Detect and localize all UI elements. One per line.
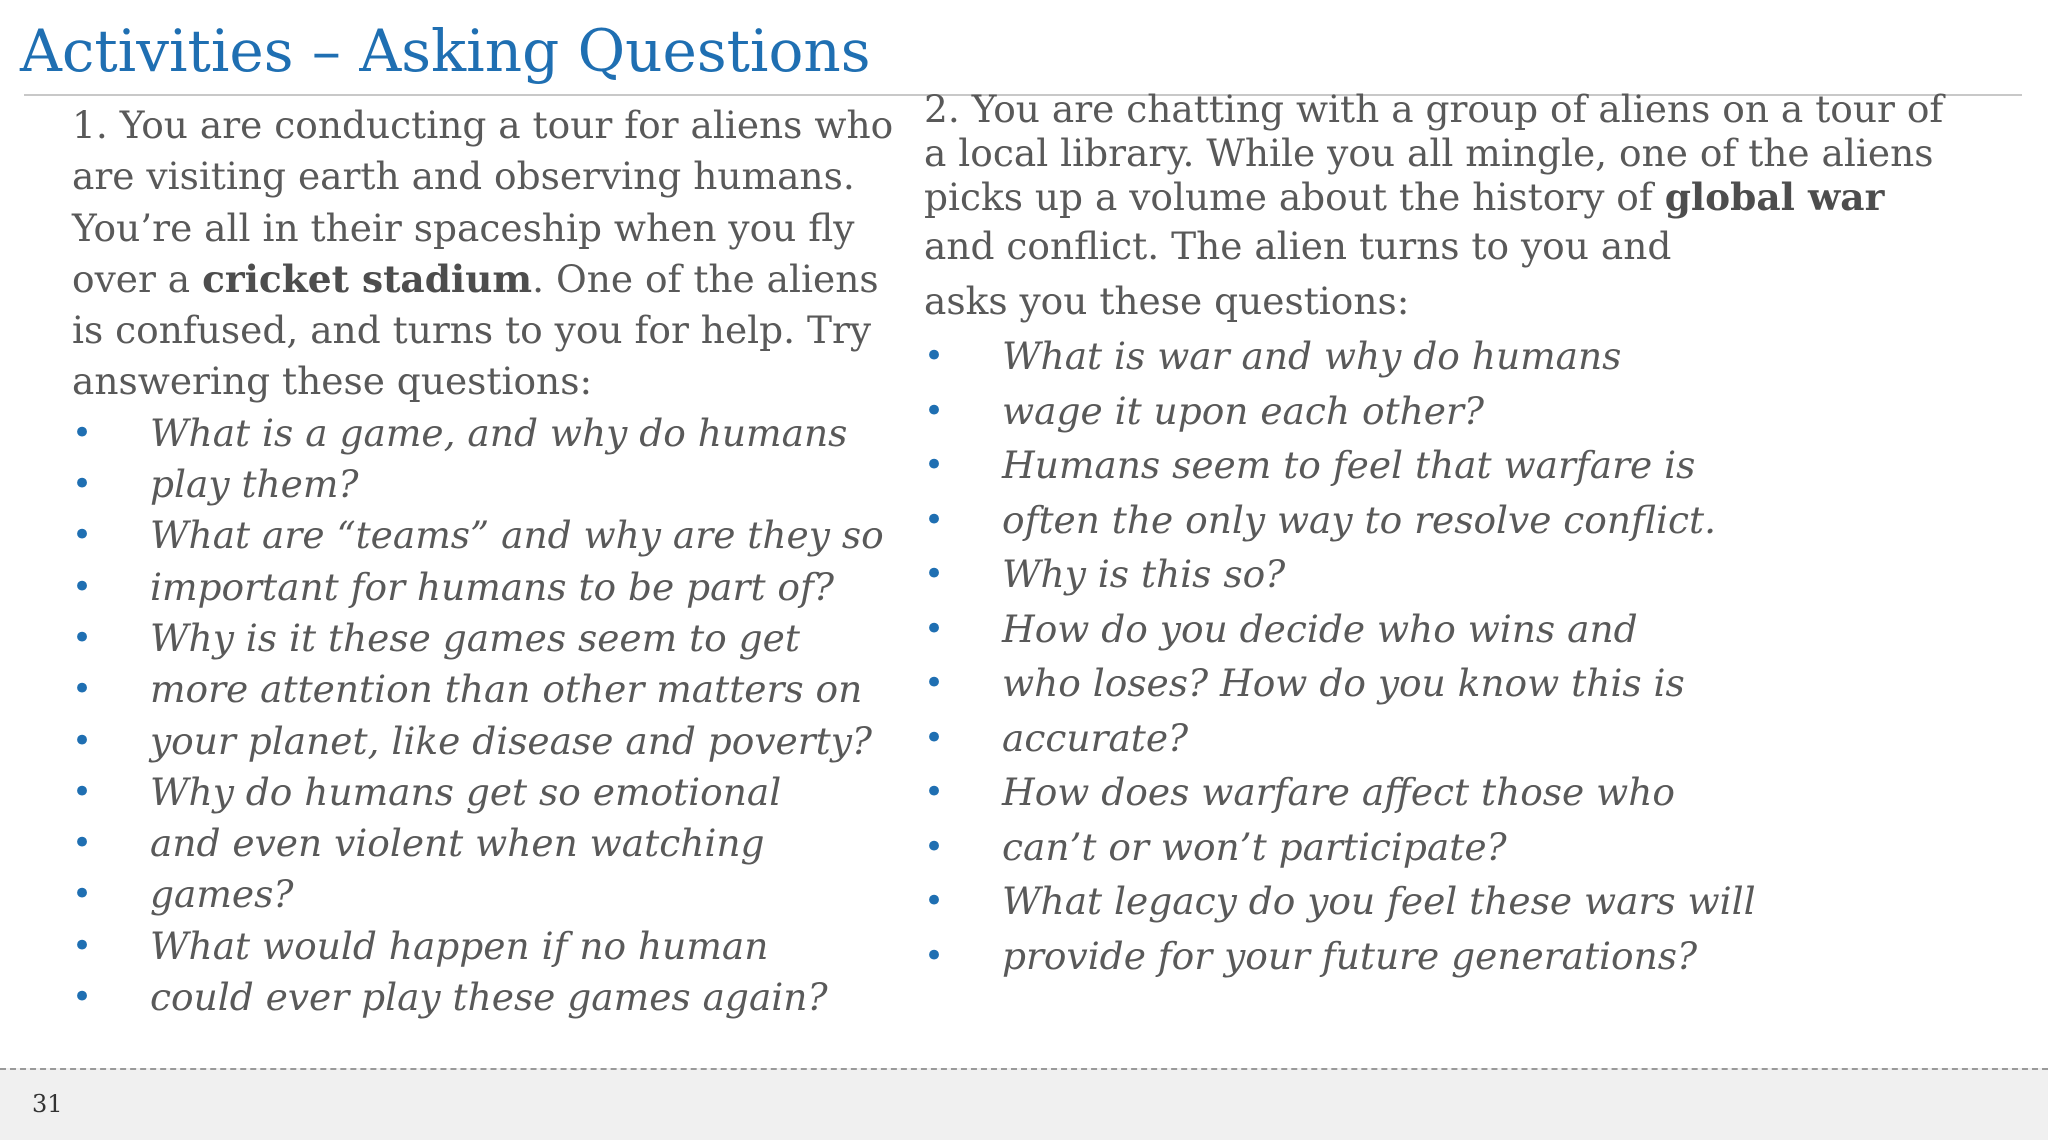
question-text: provide for your future generations? bbox=[1002, 933, 1698, 978]
question-text: Why is it these games seem to get bbox=[150, 615, 800, 660]
activity-2-intro bbox=[924, 87, 1994, 329]
list-item bbox=[924, 874, 1994, 929]
slide-title: Activities – Asking Questions bbox=[20, 17, 871, 85]
intro-line: 1. You are conducting a tour for aliens who bbox=[72, 103, 894, 147]
list-item bbox=[924, 329, 1994, 384]
list-item bbox=[72, 767, 872, 818]
list-item bbox=[924, 384, 1994, 439]
question-text: can’t or won’t participate? bbox=[1002, 824, 1507, 869]
list-item bbox=[924, 656, 1994, 711]
bullet-icon: • bbox=[72, 874, 93, 915]
list-item bbox=[924, 765, 1994, 820]
bullet-icon: • bbox=[924, 881, 945, 921]
bullet-icon: • bbox=[924, 826, 945, 867]
bullet-icon: • bbox=[924, 336, 945, 376]
question-text: What is war and why do humans bbox=[1002, 334, 1622, 378]
question-text: who loses? How do you know this is bbox=[1002, 661, 1685, 705]
question-text: important for humans to be part of? bbox=[150, 564, 834, 609]
intro-line: a local library. While you all mingle, one of the aliens bbox=[924, 131, 1934, 175]
list-item bbox=[924, 438, 1994, 493]
list-item bbox=[72, 818, 872, 869]
list-item bbox=[72, 408, 872, 459]
list-item bbox=[924, 493, 1994, 548]
question-text: How do you decide who wins and bbox=[1002, 606, 1638, 651]
intro-text: . One of the aliens bbox=[532, 256, 879, 301]
list-item bbox=[72, 972, 872, 1023]
question-text: and even violent when watching bbox=[150, 821, 765, 866]
bullet-icon: • bbox=[72, 515, 93, 556]
question-text: What would happen if no human bbox=[150, 923, 769, 968]
intro-line: answering these questions: bbox=[72, 359, 593, 404]
intro-text: picks up a volume about the history of bbox=[924, 175, 1665, 219]
question-text: your planet, like disease and poverty? bbox=[150, 718, 873, 763]
list-item bbox=[72, 869, 872, 920]
intro-line: are visiting earth and observing humans. bbox=[72, 154, 855, 199]
bullet-icon: • bbox=[924, 445, 945, 485]
page-number: 31 bbox=[32, 1090, 63, 1118]
question-text: What are “teams” and why are they so bbox=[150, 513, 884, 558]
bullet-icon: • bbox=[924, 717, 945, 758]
bullet-icon: • bbox=[924, 554, 945, 594]
bullet-icon: • bbox=[924, 608, 945, 649]
question-text: games? bbox=[150, 872, 294, 917]
question-text: Why is this so? bbox=[1002, 552, 1286, 596]
intro-line: 2. You are chatting with a group of aliens on a tour of bbox=[924, 87, 1944, 131]
question-text: What legacy do you feel these wars will bbox=[1002, 879, 1756, 923]
list-item bbox=[72, 664, 872, 715]
bullet-icon: • bbox=[924, 772, 945, 812]
list-item bbox=[72, 459, 872, 510]
bullet-icon: • bbox=[924, 499, 945, 540]
bullet-icon: • bbox=[72, 977, 93, 1018]
question-text: What is a game, and why do humans bbox=[150, 410, 848, 455]
activity-2-questions bbox=[924, 329, 1994, 983]
activity-2-column bbox=[924, 87, 1994, 983]
emphasis-global-war: global war bbox=[1664, 175, 1885, 219]
question-text: accurate? bbox=[1002, 715, 1189, 760]
question-text: could ever play these games again? bbox=[150, 975, 828, 1020]
intro-text: over a bbox=[72, 256, 203, 301]
intro-line: You’re all in their spaceship when you fly bbox=[72, 205, 855, 250]
question-text: wage it upon each other? bbox=[1002, 388, 1485, 433]
bullet-icon: • bbox=[924, 390, 945, 431]
bullet-icon: • bbox=[72, 720, 93, 761]
question-text: Humans seem to feel that warfare is bbox=[1002, 443, 1696, 487]
question-text: How does warfare affect those who bbox=[1002, 770, 1675, 814]
list-item bbox=[924, 820, 1994, 875]
bullet-icon: • bbox=[72, 771, 93, 812]
bullet-icon: • bbox=[924, 663, 945, 703]
list-item bbox=[924, 547, 1994, 602]
intro-line: and conflict. The alien turns to you and bbox=[924, 224, 1672, 268]
bullet-icon: • bbox=[72, 925, 93, 966]
intro-line: asks you these questions: bbox=[924, 279, 1410, 323]
bullet-icon: • bbox=[72, 617, 93, 658]
question-text: Why do humans get so emotional bbox=[150, 769, 782, 814]
emphasis-cricket-stadium: cricket stadium bbox=[202, 256, 533, 301]
bullet-icon: • bbox=[924, 935, 945, 976]
activity-1-questions bbox=[72, 408, 884, 1024]
bullet-icon: • bbox=[72, 566, 93, 607]
question-text: often the only way to resolve conflict. bbox=[1002, 497, 1717, 542]
question-text: play them? bbox=[150, 462, 359, 507]
list-item bbox=[72, 510, 884, 561]
intro-line bbox=[924, 175, 1994, 219]
list-item bbox=[924, 929, 1994, 984]
list-item bbox=[924, 711, 1994, 766]
intro-line: is confused, and turns to you for help. Try bbox=[72, 308, 872, 353]
list-item bbox=[72, 562, 872, 613]
list-item bbox=[924, 602, 1994, 657]
list-item bbox=[72, 613, 872, 664]
bullet-icon: • bbox=[72, 412, 93, 453]
bullet-icon: • bbox=[72, 823, 93, 864]
activity-1-intro bbox=[72, 100, 894, 408]
intro-line bbox=[72, 254, 879, 305]
list-item bbox=[72, 921, 872, 972]
bullet-icon: • bbox=[72, 464, 93, 505]
list-item bbox=[72, 716, 872, 767]
question-text: more attention than other matters on bbox=[150, 667, 863, 712]
activity-1-column bbox=[72, 100, 894, 1023]
slide-footer bbox=[0, 1068, 2048, 1140]
bullet-icon: • bbox=[72, 669, 93, 710]
